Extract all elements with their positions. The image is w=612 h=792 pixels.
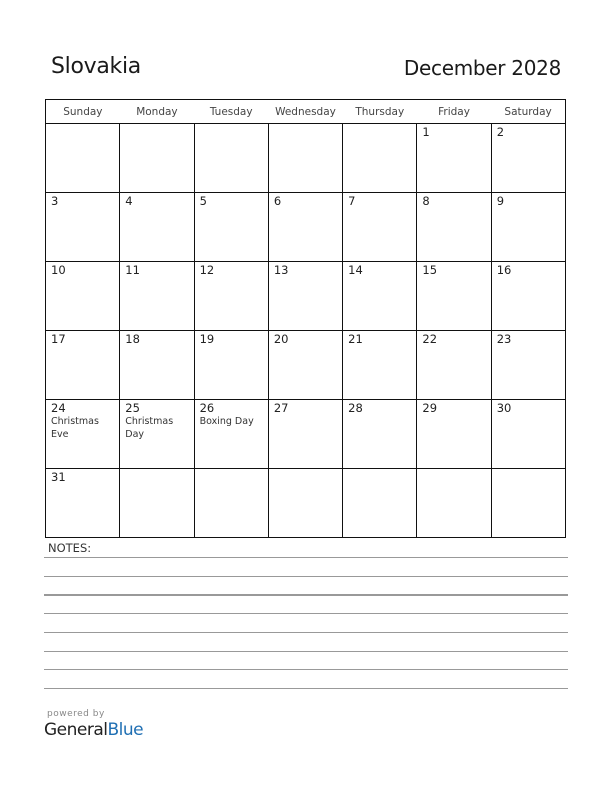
day-cell — [268, 262, 342, 331]
notes-line — [44, 669, 568, 670]
day-cell — [120, 400, 194, 469]
holiday-label: Boxing Day — [199, 416, 254, 427]
day-number: 22 — [422, 332, 438, 346]
day-cell — [120, 193, 194, 262]
day-number: 12 — [199, 263, 215, 277]
day-number: 23 — [496, 332, 512, 346]
week-row — [46, 400, 566, 469]
weekday-monday: Monday — [120, 100, 194, 124]
day-cell — [343, 193, 417, 262]
day-number: 25 — [125, 401, 140, 415]
day-number: 28 — [348, 401, 363, 415]
day-cell — [120, 331, 194, 400]
day-cell — [491, 124, 565, 193]
day-cell — [491, 193, 565, 262]
day-cell — [46, 124, 120, 193]
day-cell — [491, 331, 565, 400]
day-number: 6 — [273, 194, 282, 208]
notes-line — [44, 688, 568, 689]
day-number: 16 — [496, 263, 512, 277]
notes-line — [44, 632, 568, 633]
day-cell — [194, 124, 268, 193]
weekday-sunday: Sunday — [46, 100, 120, 124]
day-number: 15 — [422, 263, 438, 277]
weekday-thursday: Thursday — [343, 100, 417, 124]
day-number: 5 — [199, 194, 207, 208]
day-cell — [343, 400, 417, 469]
day-cell — [491, 469, 565, 538]
notes-line — [44, 557, 568, 558]
day-number: 18 — [125, 332, 140, 346]
day-cell — [343, 262, 417, 331]
weekday-tuesday: Tuesday — [194, 100, 268, 124]
day-number: 21 — [348, 332, 363, 346]
week-row — [46, 469, 566, 538]
day-cell — [120, 262, 194, 331]
day-cell — [268, 331, 342, 400]
day-cell — [46, 331, 120, 400]
notes-line — [44, 576, 568, 577]
day-cell — [417, 124, 491, 193]
day-number: 1 — [422, 125, 430, 139]
country-title: Slovakia — [51, 54, 141, 79]
day-number: 7 — [348, 194, 356, 208]
day-number: 14 — [348, 263, 363, 277]
week-row — [46, 331, 566, 400]
day-cell — [343, 124, 417, 193]
week-row — [46, 193, 566, 262]
day-number: 4 — [125, 194, 133, 208]
day-number: 17 — [51, 332, 66, 346]
day-cell — [194, 400, 268, 469]
day-cell — [120, 469, 194, 538]
day-cell — [491, 262, 565, 331]
day-cell — [194, 193, 268, 262]
day-number: 31 — [51, 470, 66, 484]
day-cell — [268, 193, 342, 262]
powered-by-text: powered by — [47, 709, 105, 719]
day-number: 29 — [422, 401, 438, 415]
day-cell — [46, 262, 120, 331]
day-cell — [46, 193, 120, 262]
day-number: 10 — [51, 263, 66, 277]
day-number: 27 — [273, 401, 289, 415]
day-cell — [417, 262, 491, 331]
day-cell — [417, 400, 491, 469]
day-cell — [268, 124, 342, 193]
day-cell — [194, 262, 268, 331]
notes-line — [44, 594, 568, 595]
weekday-saturday: Saturday — [491, 100, 565, 124]
day-cell — [417, 469, 491, 538]
day-number: 19 — [199, 332, 215, 346]
day-cell — [268, 400, 342, 469]
day-number: 8 — [422, 194, 430, 208]
day-number: 24 — [51, 401, 66, 415]
day-cell — [268, 469, 342, 538]
notes-line — [44, 613, 568, 614]
day-number: 13 — [273, 263, 289, 277]
brand-blue: Blue — [107, 720, 144, 740]
day-cell — [417, 193, 491, 262]
weekday-wednesday: Wednesday — [268, 100, 342, 124]
day-cell — [120, 124, 194, 193]
generalblue-logo — [44, 720, 143, 740]
weekday-header-row — [46, 100, 566, 124]
day-number: 26 — [199, 401, 215, 415]
day-cell — [46, 469, 120, 538]
day-cell — [491, 400, 565, 469]
brand-general: General — [44, 720, 108, 740]
notes-label: NOTES: — [48, 541, 92, 555]
week-row — [46, 262, 566, 331]
day-cell — [46, 400, 120, 469]
week-row — [46, 124, 566, 193]
holiday-label: Christmas Eve — [51, 416, 99, 440]
day-number: 20 — [273, 332, 289, 346]
holiday-label: Christmas Day — [125, 416, 174, 440]
day-number: 30 — [496, 401, 512, 415]
calendar-body — [46, 124, 566, 538]
calendar-grid — [45, 99, 566, 538]
day-number: 2 — [496, 125, 505, 139]
day-cell — [194, 331, 268, 400]
weekday-friday: Friday — [417, 100, 491, 124]
notes-line — [44, 651, 568, 652]
day-number: 9 — [496, 194, 505, 208]
day-cell — [343, 469, 417, 538]
day-number: 11 — [125, 263, 140, 277]
month-year-title: December 2028 — [403, 56, 561, 80]
day-cell — [343, 331, 417, 400]
day-cell — [417, 331, 491, 400]
day-cell — [194, 469, 268, 538]
day-number: 3 — [51, 194, 59, 208]
